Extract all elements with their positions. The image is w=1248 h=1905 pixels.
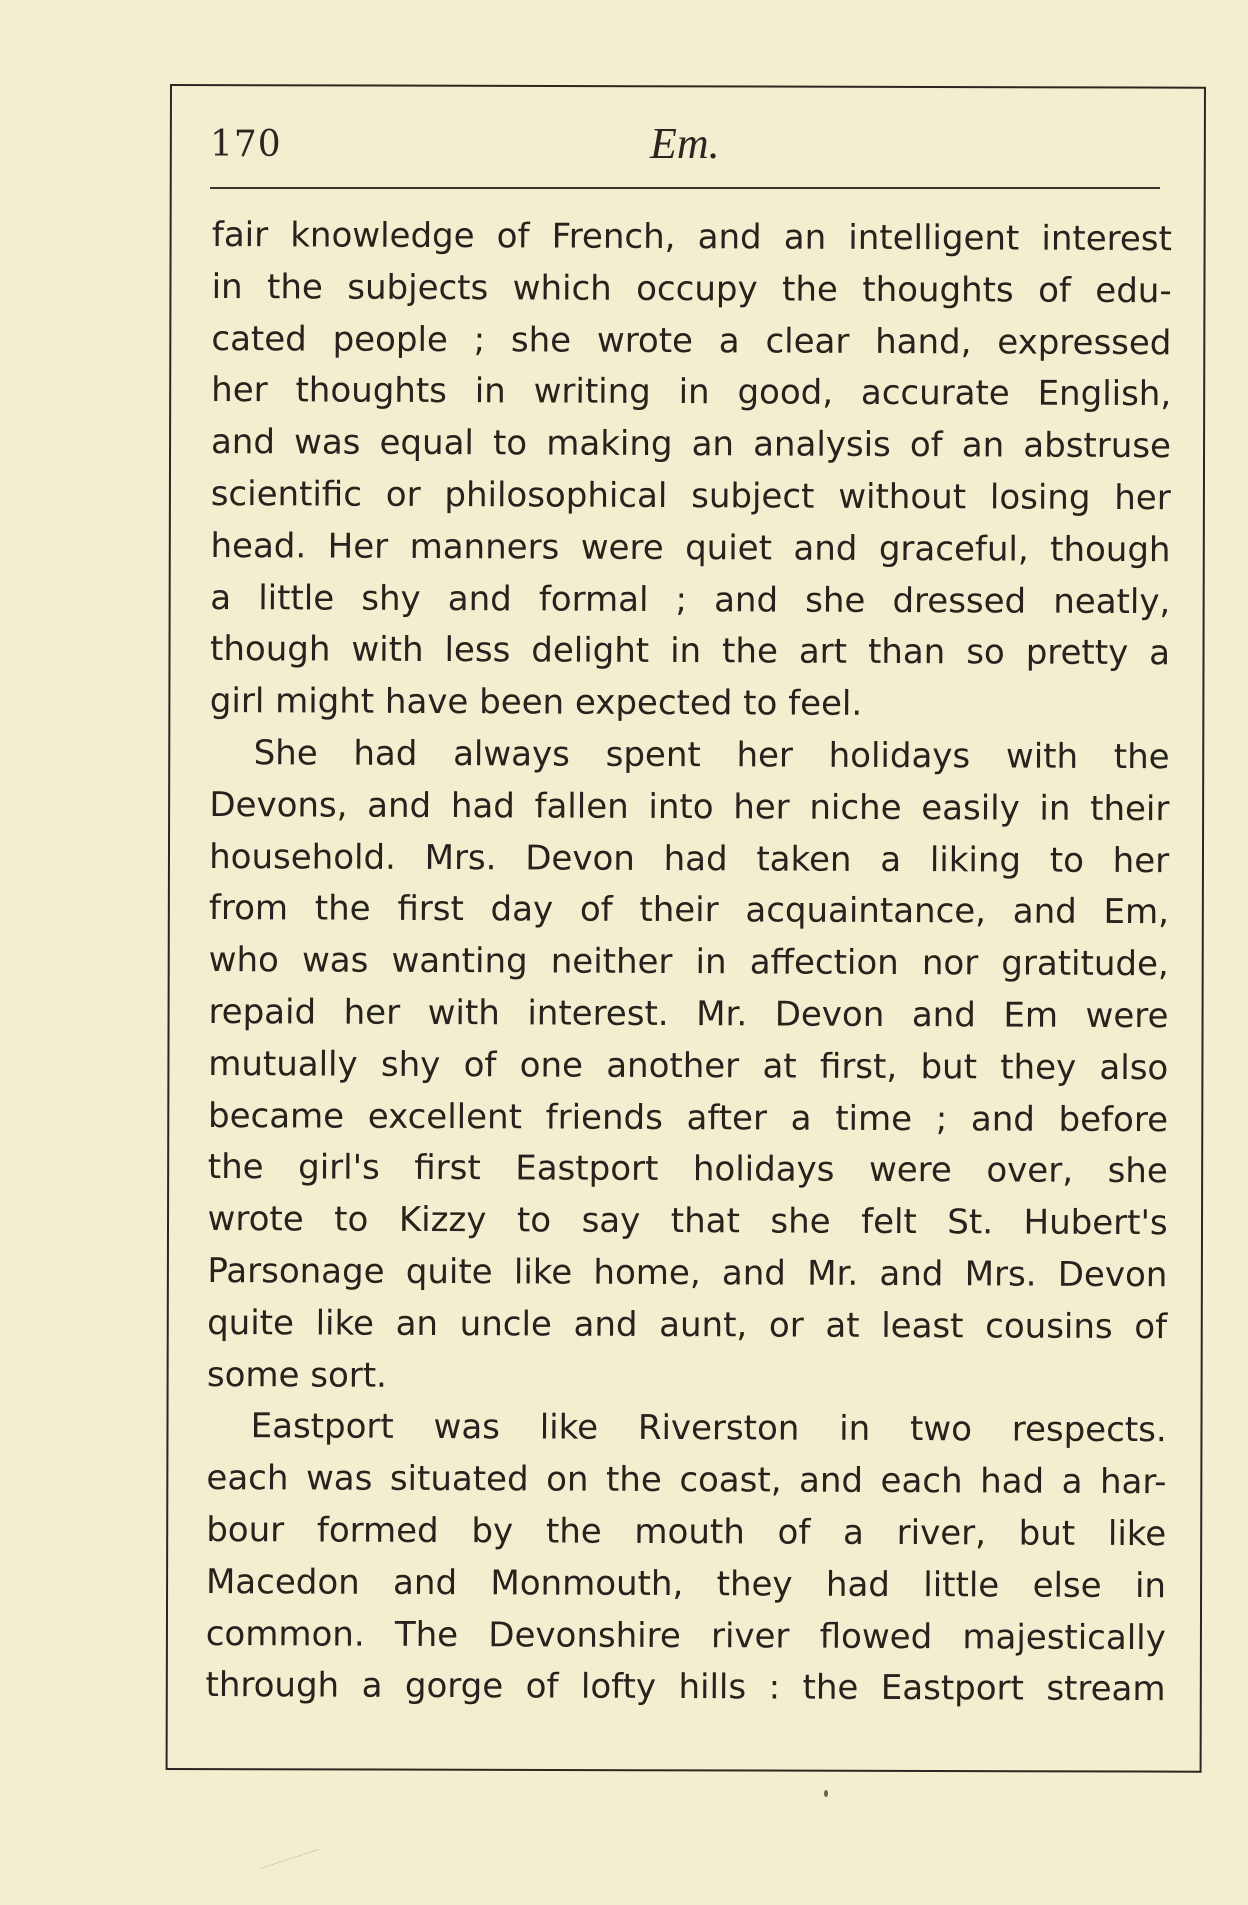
text-line: common. The Devonshire river flowed majestically: [205, 1613, 1166, 1658]
text-line: from the first day of their acquaintance, and Em,: [208, 888, 1170, 933]
text-line: each was situated on the coast, and each had a har-: [206, 1458, 1167, 1503]
running-title: Em.: [650, 119, 720, 168]
text-line: in the subjects which occupy the thoughts of edu-: [211, 266, 1172, 311]
text-line: the girl's first Eastport holidays were over, she: [207, 1147, 1168, 1192]
body-text: [205, 210, 1172, 1716]
header-rule: [210, 187, 1160, 189]
text-line: household. Mrs. Devon had taken a liking to her: [209, 836, 1170, 881]
text-line: Eastport was like Riverston in two respects.: [250, 1406, 1167, 1451]
text-line: her thoughts in writing in good, accurate English,: [211, 370, 1172, 415]
text-line: Parsonage quite like home, and Mr. and Mrs. Devon: [207, 1250, 1168, 1296]
text-line: wrote to Kizzy to say that she felt St. Hubert's: [207, 1199, 1168, 1244]
text-line: head. Her manners were quiet and graceful, though: [210, 525, 1171, 570]
text-line: girl might have been expected to feel.: [209, 681, 863, 725]
text-line: cated people ; she wrote a clear hand, expressed: [211, 318, 1172, 363]
paper-smudge: [261, 1849, 323, 1882]
text-line: became excellent friends after a time ; and before: [207, 1095, 1169, 1140]
text-line: mutually shy of one another at first, but they also: [208, 1043, 1169, 1088]
text-line: scientific or philosophical subject without losing her: [210, 473, 1171, 519]
text-line: some sort.: [206, 1354, 388, 1396]
text-line: She had always spent her holidays with the: [253, 733, 1170, 778]
text-line: bour formed by the mouth of a river, but like: [206, 1509, 1167, 1555]
text-line: a little shy and formal ; and she dressed neatly,: [210, 577, 1171, 622]
text-line: and was equal to making an analysis of an abstruse: [210, 422, 1172, 467]
text-line: quite like an uncle and aunt, or at least cousins of: [207, 1302, 1168, 1347]
text-line: Macedon and Monmouth, they had little else in: [205, 1561, 1167, 1606]
text-line: though with less delight in the art than so pretty a: [209, 629, 1171, 674]
paper-speck: [824, 1790, 828, 1797]
page-number: 170: [210, 124, 282, 165]
text-line: repaid her with interest. Mr. Devon and Em were: [208, 991, 1169, 1037]
text-line: fair knowledge of French, and an intelligent interest: [211, 214, 1172, 260]
text-line: who was wanting neither in affection nor gratitude,: [208, 940, 1169, 985]
text-line: Devons, and had fallen into her niche easily in their: [209, 784, 1170, 829]
text-line: through a gorge of lofty hills : the Eastport stream: [205, 1665, 1166, 1710]
page-header: [210, 118, 1156, 190]
